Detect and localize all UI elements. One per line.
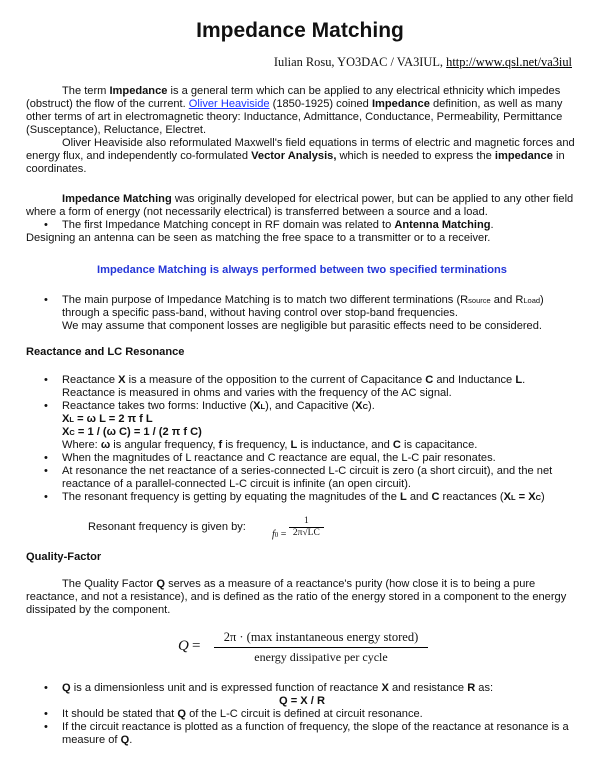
capacitive-reactance-formula: XC = 1 / (ω C) = 1 / (2 π f C) xyxy=(62,426,202,438)
intro-paragraph-1: The term Impedance is a general term which can be applied to any electrical ethnicity which impedes (obstruct) the flow of the current. Oliver Heaviside (1850-1925) coined Impedance definition, as well as many other terms of art in electromagnetic theory: Inductance, Admittance, Conductance, Permeability, Permittance (Susceptance), Reluctance, Electret. xyxy=(26,85,563,136)
quality-factor-list xyxy=(26,682,578,747)
list-item: • It should be stated that Q of the L-C circuit is defined at circuit resonance. xyxy=(26,708,578,721)
list-item: • When the magnitudes of L reactance and C reactance are equal, the L-C pair resonates. xyxy=(26,452,578,465)
author-line xyxy=(274,55,572,70)
intro-paragraph-2: Oliver Heaviside also reformulated Maxwell's field equations in terms of electric and magnetic forces and energy flux, and independently co-formulated Vector Analysis, which is needed to express the impedance in coordinates. xyxy=(26,137,575,175)
matching-paragraph: Impedance Matching was originally developed for electrical power, but can be applied to any other field where a form of energy (not necessarily electrical) is transferred between a source and a load. xyxy=(26,193,574,218)
matching-list xyxy=(26,219,578,232)
reactance-section xyxy=(26,374,578,504)
list-item: • At resonance the net reactance of a series-connected L-C circuit is zero (a short circuit), and the net reactance of a parallel-connected L-C circuit is infinite (an open circuit). xyxy=(26,465,578,491)
highlight-statement: Impedance Matching is always performed between two specified terminations xyxy=(97,264,507,276)
where-definition: Where: ω is angular frequency, f is frequency, L is inductance, and C is capacitance. xyxy=(62,439,478,451)
quality-factor-heading: Quality-Factor xyxy=(26,551,102,563)
list-item: • If the circuit reactance is plotted as a function of frequency, the slope of the reactance at resonance is a measure of Q. xyxy=(26,721,578,747)
list-item: • Reactance X is a measure of the opposition to the current of Capacitance C and Inductance L. Reactance is measured in ohms and varies with the frequency of the AC signal. xyxy=(26,374,578,400)
inductive-reactance-formula: XL = ω L = 2 π f L xyxy=(62,413,153,425)
resonant-frequency-formula: f0 = $\frac{1}{2\pi√LC}$ xyxy=(272,516,324,539)
oliver-heaviside-link[interactable]: Oliver Heaviside xyxy=(188,98,270,110)
list-item: • Reactance takes two forms: Inductive (XL), and Capacitive (XC). XL = ω L = 2 π f L XC = 1 / (ω C) = 1 / (2 π f C) Where: ω is angular frequency, f is frequency, L is inductance, and C is capacitance. xyxy=(26,400,578,452)
author-website-link[interactable]: http://www.qsl.net/va3iul xyxy=(446,55,572,69)
q-ratio-formula: Q = X / R xyxy=(279,695,325,707)
list-item: • The first Impedance Matching concept in RF domain was related to Antenna Matching. xyxy=(26,219,578,232)
quality-factor-formula: Q = 2π · (max instantaneous energy stored) energy dissipative per cycle xyxy=(178,630,428,666)
purpose-section xyxy=(26,294,578,333)
quality-factor-paragraph: The Quality Factor Q serves as a measure of a reactance's purity (how close it is to being a pure reactance, and not a resistance), and is defined as the ratio of the energy stored in a component to the energy dissipated by the component. xyxy=(26,578,567,616)
list-item: • The resonant frequency is getting by equating the magnitudes of the L and C reactances (XL = XC) xyxy=(26,491,578,504)
antenna-sentence: Designing an antenna can be seen as matching the free space to a transmitter or to a receiver. xyxy=(26,232,491,244)
author-name: Iulian Rosu, YO3DAC / VA3IUL, xyxy=(273,55,447,69)
page-title: Impedance Matching xyxy=(196,19,404,42)
list-item: • The main purpose of Impedance Matching is to match two different terminations (Rsource and RLoad) through a specific pass-band, without having control over stop-band frequencies. We may assume that component losses are negligible but parasitic effects need to be considered. xyxy=(26,294,578,333)
matching-section xyxy=(26,193,578,245)
intro-section xyxy=(26,85,578,176)
resonant-frequency-label: Resonant frequency is given by: xyxy=(88,521,246,533)
reactance-heading: Reactance and LC Resonance xyxy=(26,346,185,358)
list-item: • Q is a dimensionless unit and is expressed function of reactance X and resistance R as: xyxy=(26,682,578,695)
